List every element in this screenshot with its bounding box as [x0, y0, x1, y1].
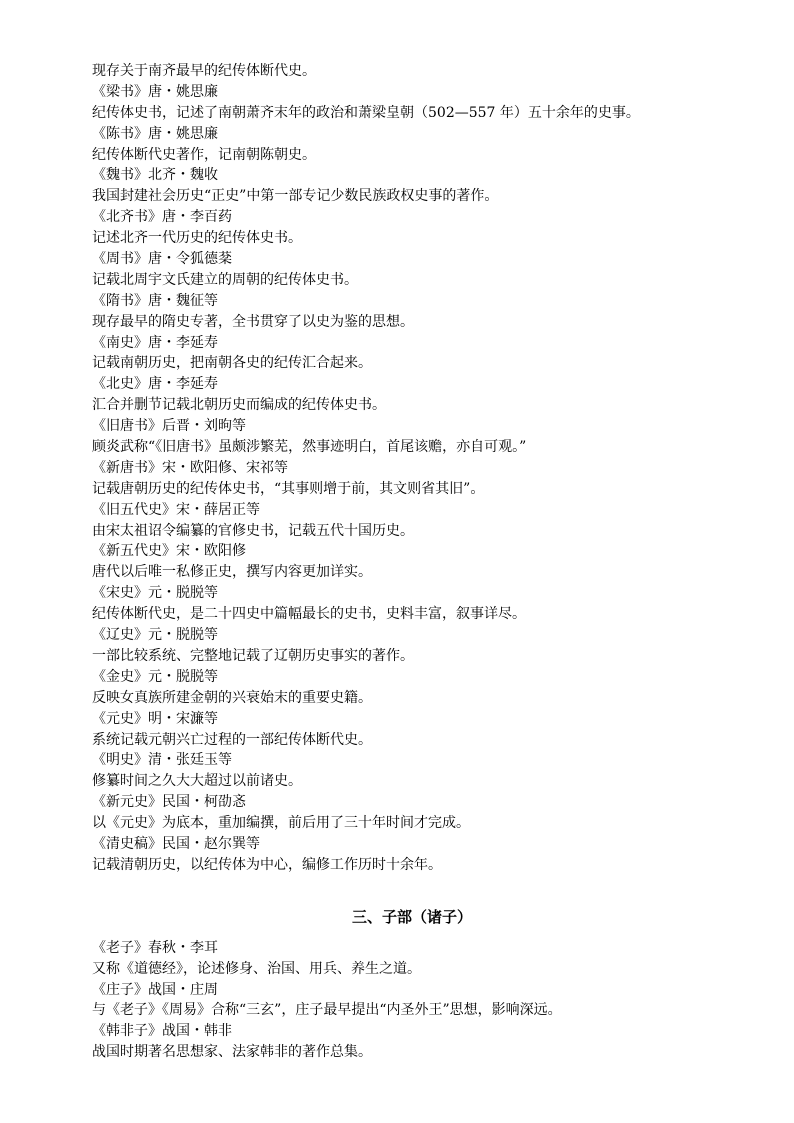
- book-title-line: 《韩非子》战国・韩非: [92, 1023, 232, 1040]
- book-title-line: 《周书》唐・令狐德棻: [92, 251, 232, 268]
- document-page: [92, 61, 732, 1063]
- history-section-continued: [92, 61, 732, 876]
- book-description-line: 现存最早的隋史专著，全书贯穿了以史为鉴的思想。: [92, 313, 414, 330]
- book-title-line: 《北史》唐・李延寿: [92, 376, 218, 393]
- book-title-line: 《清史稿》民国・赵尔巽等: [92, 835, 260, 852]
- book-description-line: 又称《道德经》，论述修身、治国、用兵、养生之道。: [92, 960, 421, 977]
- zibu-section: [92, 938, 732, 1063]
- book-description-line: 纪传体断代史，是二十四史中篇幅最长的史书，史料丰富，叙事详尽。: [92, 606, 526, 623]
- book-title-line: 《庄子》战国・庄周: [92, 981, 218, 998]
- book-description-line: 纪传体断代史著作，记南朝陈朝史。: [92, 146, 316, 163]
- book-title-line: 《新五代史》宋・欧阳修: [92, 543, 246, 560]
- book-description-line: 记载南朝历史，把南朝各史的纪传汇合起来。: [92, 355, 372, 372]
- book-title-line: 《南史》唐・李延寿: [92, 334, 218, 351]
- book-title-line: 《北齐书》唐・李百药: [92, 209, 232, 226]
- book-title-line: 《旧唐书》后晋・刘昫等: [92, 418, 246, 435]
- book-description-line: 纪传体史书，记述了南朝萧齐末年的政治和萧梁皇朝（502—557 年）五十余年的史事。: [92, 104, 640, 121]
- book-description-line: 修纂时间之久大大超过以前诸史。: [92, 773, 302, 790]
- book-title-line: 《明史》清・张廷玉等: [92, 752, 232, 769]
- book-description-line: 唐代以后唯一私修正史，撰写内容更加详实。: [92, 564, 372, 581]
- book-description-line: 记述北齐一代历史的纪传体史书。: [92, 230, 302, 247]
- book-description-line: 记载唐朝历史的纪传体史书，“其事则增于前，其文则省其旧”。: [92, 480, 485, 497]
- book-description-line: 反映女真族所建金朝的兴衰始末的重要史籍。: [92, 689, 372, 706]
- book-description-line: 现存关于南齐最早的纪传体断代史。: [92, 63, 316, 79]
- book-title-line: 《金史》元・脱脱等: [92, 668, 218, 685]
- book-title-line: 《辽史》元・脱脱等: [92, 627, 218, 644]
- book-description-line: 我国封建社会历史“正史”中第一部专记少数民族政权史事的著作。: [92, 188, 499, 205]
- book-title-line: 《老子》春秋・李耳: [92, 939, 218, 956]
- book-description-line: 以《元史》为底本，重加编撰，前后用了三十年时间才完成。: [92, 815, 470, 832]
- book-description-line: 与《老子》《周易》合称“三玄”，庄子最早提出“内圣外王”思想，影响深远。: [92, 1002, 562, 1019]
- book-title-line: 《旧五代史》宋・薛居正等: [92, 501, 260, 518]
- book-description-line: 记载清朝历史，以纪传体为中心，编修工作历时十余年。: [92, 856, 442, 873]
- book-description-line: 战国时期著名思想家、法家韩非的著作总集。: [92, 1044, 372, 1061]
- book-title-line: 《陈书》唐・姚思廉: [92, 125, 218, 142]
- section-heading-zibu: 三、子部（诸子）: [351, 907, 472, 926]
- book-title-line: 《新唐书》宋・欧阳修、宋祁等: [92, 459, 288, 476]
- book-title-line: 《宋史》元・脱脱等: [92, 585, 218, 602]
- book-title-line: 《梁书》唐・姚思廉: [92, 83, 218, 100]
- book-title-line: 《元史》明・宋濂等: [92, 710, 218, 727]
- book-description-line: 汇合并删节记载北朝历史而编成的纪传体史书。: [92, 397, 386, 414]
- book-description-line: 一部比较系统、完整地记载了辽朝历史事实的著作。: [92, 647, 414, 664]
- book-title-line: 《隋书》唐・魏征等: [92, 292, 218, 309]
- book-title-line: 《新元史》民国・柯劭忞: [92, 794, 246, 811]
- book-title-line: 《魏书》北齐・魏收: [92, 167, 218, 184]
- book-description-line: 系统记载元朝兴亡过程的一部纪传体断代史。: [92, 731, 372, 748]
- book-description-line: 顾炎武称“《旧唐书》虽颇涉繁芜，然事迹明白，首尾该赡，亦自可观。”: [92, 439, 527, 456]
- book-description-line: 记载北周宇文氏建立的周朝的纪传体史书。: [92, 271, 358, 288]
- book-description-line: 由宋太祖诏令编纂的官修史书，记载五代十国历史。: [92, 522, 414, 539]
